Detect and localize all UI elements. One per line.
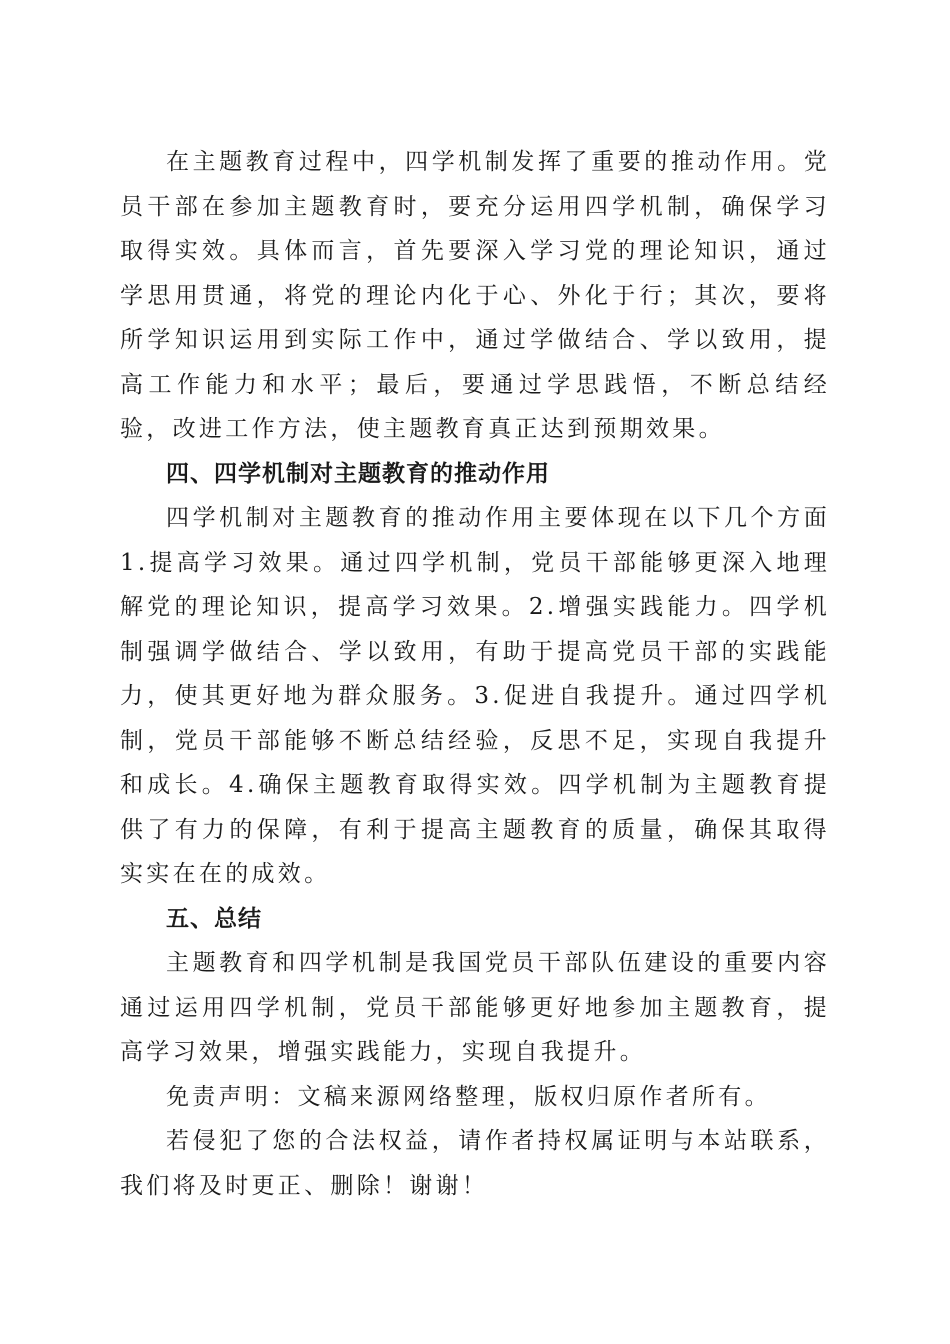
paragraph-contact-notice: 若侵犯了您的合法权益，请作者持权属证明与本站联系，我们将及时更正、删除！谢谢！ (120, 1128, 830, 1199)
paragraph-four-aspects: 四学机制对主题教育的推动作用主要体现在以下几个方面1.提高学习效果。通过四学机制，党员干部能够更深入地理解党的理论知识，提高学习效果。2.增强实践能力。四学机制强调学做结合、学以致用，有助于提高党员干部的实践能力，使其更好地为群众服务。3.促进自我提升。通过四学机制，党员干部能够不断总结经验，反思不足，实现自我提升和成长。4.确保主题教育取得实效。四学机制为主题教育提供了有力的保障，有利于提高主题教育的质量，确保其取得实实在在的成效。 (120, 505, 830, 887)
paragraph-summary: 主题教育和四学机制是我国党员干部队伍建设的重要内容通过运用四学机制，党员干部能够更好地参加主题教育，提高学习效果，增强实践能力，实现自我提升。 (120, 950, 830, 1065)
heading-section-four: 四、四学机制对主题教育的推动作用 (166, 460, 550, 487)
paragraph-disclaimer: 免责声明：文稿来源网络整理，版权归原作者所有。 (166, 1083, 771, 1110)
heading-section-five: 五、总结 (166, 905, 262, 932)
paragraph-promotion-role: 在主题教育过程中，四学机制发挥了重要的推动作用。党员干部在参加主题教育时，要充分运用四学机制，确保学习取得实效。具体而言，首先要深入学习党的理论知识，通过学思用贯通，将党的理论内化于心、外化于行；其次，要将所学知识运用到实际工作中，通过学做结合、学以致用，提高工作能力和水平；最后，要通过学思践悟，不断总结经验，改进工作方法，使主题教育真正达到预期效果。 (120, 149, 830, 442)
document-page (120, 140, 830, 1208)
